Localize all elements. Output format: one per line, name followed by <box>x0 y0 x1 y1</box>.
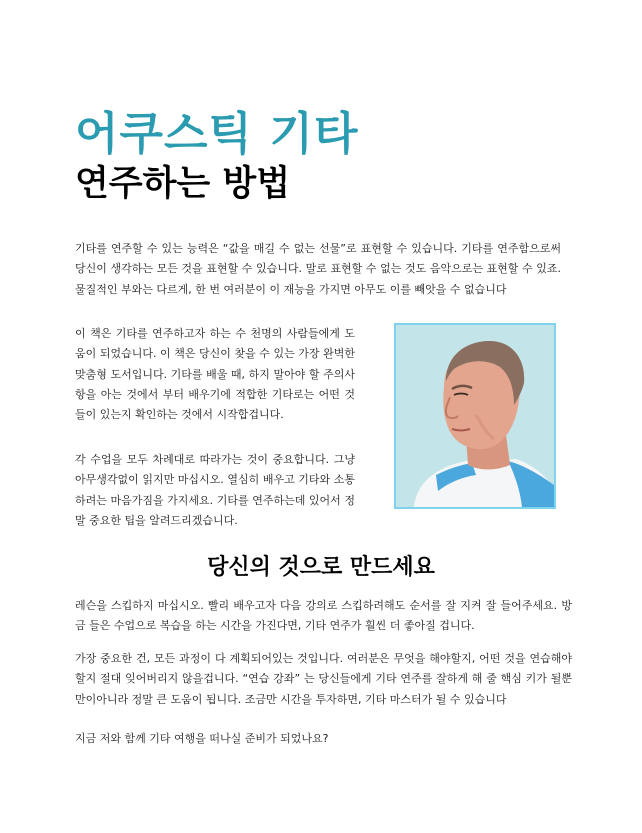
section-paragraph-3: 지금 저와 함께 기타 여행을 떠나실 준비가 되었나요? <box>75 732 329 745</box>
guitarist-portrait-photo <box>394 323 556 509</box>
column-paragraph-1: 이 책은 기타를 연주하고자 하는 수 천명의 사람들에게 도움이 되었습니다. 이 책은 당신이 찾을 수 있는 가장 완벽한 맞춤형 도서입니다. 기타를 배울 때, 하지 말아야 할 주의사항을 아는 것에서 부터 배우기에 적합한 기타로는 어떤 것들이 있는지 확인하는 것에서 시작합겁니다. <box>75 327 355 422</box>
intro-paragraph: 기타를 연주할 수 있는 능력은 “값을 매길 수 없는 선물”로 표현할 수 있습니다. 기타를 연주함으로써 당신이 생각하는 모든 것을 표현할 수 있습니다. 말로 표현할 수 없는 것도 음악으로는 표현할 수 있죠. 물질적인 부와는 다르게, 한 번 여러분이 이 재능을 가지면 아무도 이를 빼앗을 수 없습니다 <box>75 242 561 296</box>
page-title: 어쿠스틱 기타 <box>75 107 359 160</box>
section-paragraph-1: 레슨을 스킵하지 마십시오. 빨리 배우고자 다음 강의로 스킵하려해도 순서를 잘 지켜 잘 들어주세요. 방금 들은 수업으로 복습을 하는 시간을 가진다면, 기타 연주가 훨씬 더 좋아질 겁니다. <box>75 599 572 633</box>
section-paragraph-2: 가장 중요한 건, 모든 과정이 다 계획되어있는 것입니다. 여러분은 무엇을 해야할지, 어떤 것을 연습해야할지 절대 잊어버리지 않을겁니다. “연습 강좌” 는 당신들에게 기타 연주를 잘하게 해 줄 핵심 키가 될뿐만이아니라 정말 큰 도움이 됩니다. 조금만 시간을 투자하면, 기타 마스터가 될 수 있습니다 <box>75 652 572 706</box>
portrait-illustration <box>396 325 554 507</box>
section-heading: 당신의 것으로 만드세요 <box>207 555 435 580</box>
column-paragraph-2: 각 수업을 모두 차례대로 따라가는 것이 중요합니다. 그냥 아무생각없이 읽지만 마십시오. 열심히 배우고 기타와 소통하려는 마음가짐을 가지세요. 기타를 연주하는데 있어서 정말 중요한 팁을 알려드리겠습니다. <box>75 453 355 527</box>
page-subtitle: 연주하는 방법 <box>75 164 291 204</box>
